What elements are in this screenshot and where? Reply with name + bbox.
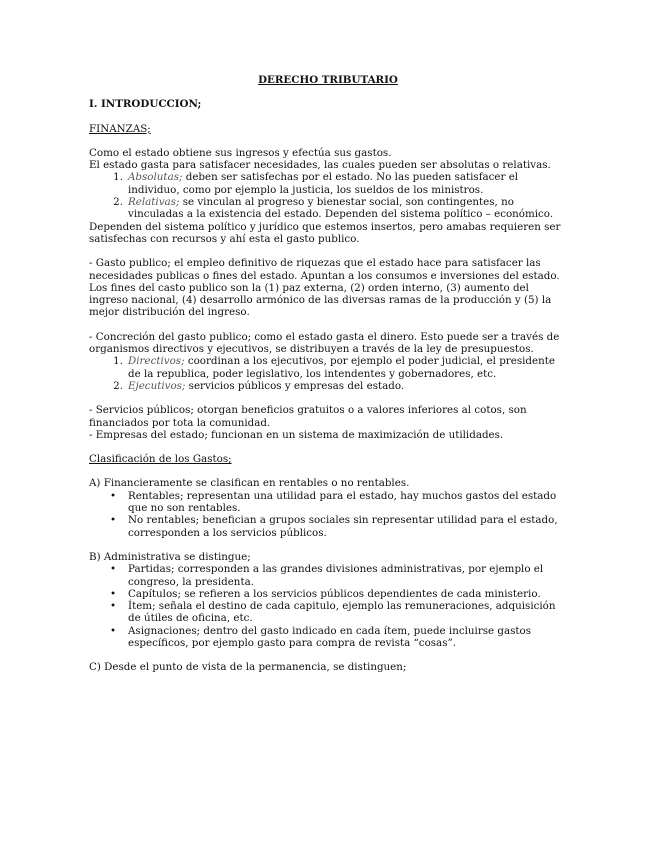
list-item-text: Capítulos; se refieren a los servicios públicos dependientes de cada ministerio. bbox=[128, 587, 541, 600]
bullet-icon: • bbox=[110, 600, 117, 613]
list-number: 1. bbox=[113, 171, 123, 184]
list-item-directivos bbox=[89, 355, 567, 380]
list-item-text: deben ser satisfechas por el estado. No las pueden satisfacer el individuo, como por ejemplo la justicia, los sueldos de los ministros. bbox=[128, 171, 519, 196]
paragraph-b-intro: B) Administrativa se distingue; bbox=[89, 550, 251, 563]
b-bullet-list bbox=[89, 563, 567, 649]
term-absolutas: Absolutas; bbox=[128, 171, 183, 184]
paragraph-concrecion: - Concreción del gasto publico; como el estado gasta el dinero. Esto puede ser a través de organismos directivos y ejecutivos, se distribuyen a través de la ley de presupuestos. bbox=[89, 330, 560, 356]
paragraph-intro: Como el estado obtiene sus ingresos y efectúa sus gastos. bbox=[89, 146, 392, 159]
list-item-text: No rentables; benefician a grupos sociales sin representar utilidad para el estado, corresponden a los servicios públicos. bbox=[128, 514, 558, 539]
list-item-text: Ítem; señala el destino de cada capitulo, ejemplo las remuneraciones, adquisición de útiles de oficina, etc. bbox=[128, 600, 556, 625]
section-heading-introduccion: I. INTRODUCCION; bbox=[89, 98, 202, 111]
paragraph-gasto-publico: - Gasto publico; el empleo definitivo de riquezas que el estado hace para satisfacer las necesidades publicas o fines del estado. Apuntan a los consumos e inversiones del estado. bbox=[89, 257, 560, 282]
bullet-icon: • bbox=[110, 587, 117, 600]
list-item bbox=[89, 563, 567, 588]
term-relativas: Relativas; bbox=[128, 196, 180, 209]
list-number: 1. bbox=[113, 355, 123, 368]
list-item-text: Partidas; corresponden a las grandes divisiones administrativas, por ejemplo el congreso, la presidenta. bbox=[128, 563, 544, 588]
bullet-icon: • bbox=[110, 624, 117, 637]
bullet-icon: • bbox=[110, 514, 117, 527]
list-item bbox=[89, 514, 567, 539]
list-number: 2. bbox=[113, 379, 123, 392]
paragraph-c-intro: C) Desde el punto de vista de la permanencia, se distinguen; bbox=[89, 661, 407, 674]
bullet-icon: • bbox=[110, 489, 117, 502]
list-item bbox=[89, 588, 567, 600]
paragraph-gasta-para: El estado gasta para satisfacer necesidades, las cuales pueden ser absolutas o relativas. bbox=[89, 159, 551, 172]
subheading-finanzas: FINANZAS; bbox=[89, 122, 151, 135]
list-item-text: servicios públicos y empresas del estado. bbox=[185, 379, 405, 392]
subheading-clasificacion: Clasificación de los Gastos; bbox=[89, 453, 232, 466]
paragraph-fines: Los fines del casto publico son la (1) paz externa, (2) orden interno, (3) aumento del ingreso nacional, (4) desarrollo armónico de las diversas ramas de la producción y (5) la mejor distribución del ingreso. bbox=[89, 281, 552, 319]
list-item bbox=[89, 600, 567, 625]
list-item-relativas bbox=[89, 196, 567, 221]
term-directivos: Directivos; bbox=[128, 355, 185, 368]
needs-list bbox=[89, 171, 567, 220]
list-item-text: coordinan a los ejecutivos, por ejemplo el poder judicial, el presidente de la republica, poder legislativo, los intendentes y gobernadores, etc. bbox=[128, 355, 555, 380]
paragraph-a-intro: A) Financieramente se clasifican en rentables o no rentables. bbox=[89, 477, 410, 490]
list-number: 2. bbox=[113, 196, 123, 209]
paragraph-servicios: - Servicios públicos; otorgan beneficios gratuitos o a valores inferiores al cotos, son financiados por tota la comunidad. bbox=[89, 404, 527, 429]
document-page bbox=[89, 74, 567, 674]
bullet-icon: • bbox=[110, 563, 117, 576]
list-item-text: Asignaciones; dentro del gasto indicado en cada ítem, puede incluirse gastos específicos, por ejemplo gasto para compra de revista “cosas”. bbox=[128, 624, 532, 649]
list-item-absolutas bbox=[89, 171, 567, 196]
list-item-ejecutivos bbox=[89, 380, 567, 392]
term-ejecutivos: Ejecutivos; bbox=[128, 379, 186, 392]
list-item-text: se vinculan al progreso y bienestar social, son contingentes, no vinculadas a la existencia del estado. Dependen del sistema político – económico. bbox=[128, 196, 554, 221]
paragraph-dependen: Dependen del sistema político y jurídico que estemos insertos, pero amabas requieren ser satisfechas con recursos y ahí esta el gasto publico. bbox=[89, 220, 561, 245]
a-bullet-list bbox=[89, 490, 567, 539]
list-item bbox=[89, 625, 567, 650]
list-item-text: Rentables; representan una utilidad para el estado, hay muchos gastos del estado que no son rentables. bbox=[128, 489, 557, 515]
document-title: DERECHO TRIBUTARIO bbox=[258, 74, 398, 86]
paragraph-empresas: - Empresas del estado; funcionan en un sistema de maximización de utilidades. bbox=[89, 428, 504, 441]
list-item bbox=[89, 490, 567, 515]
organismos-list bbox=[89, 355, 567, 392]
